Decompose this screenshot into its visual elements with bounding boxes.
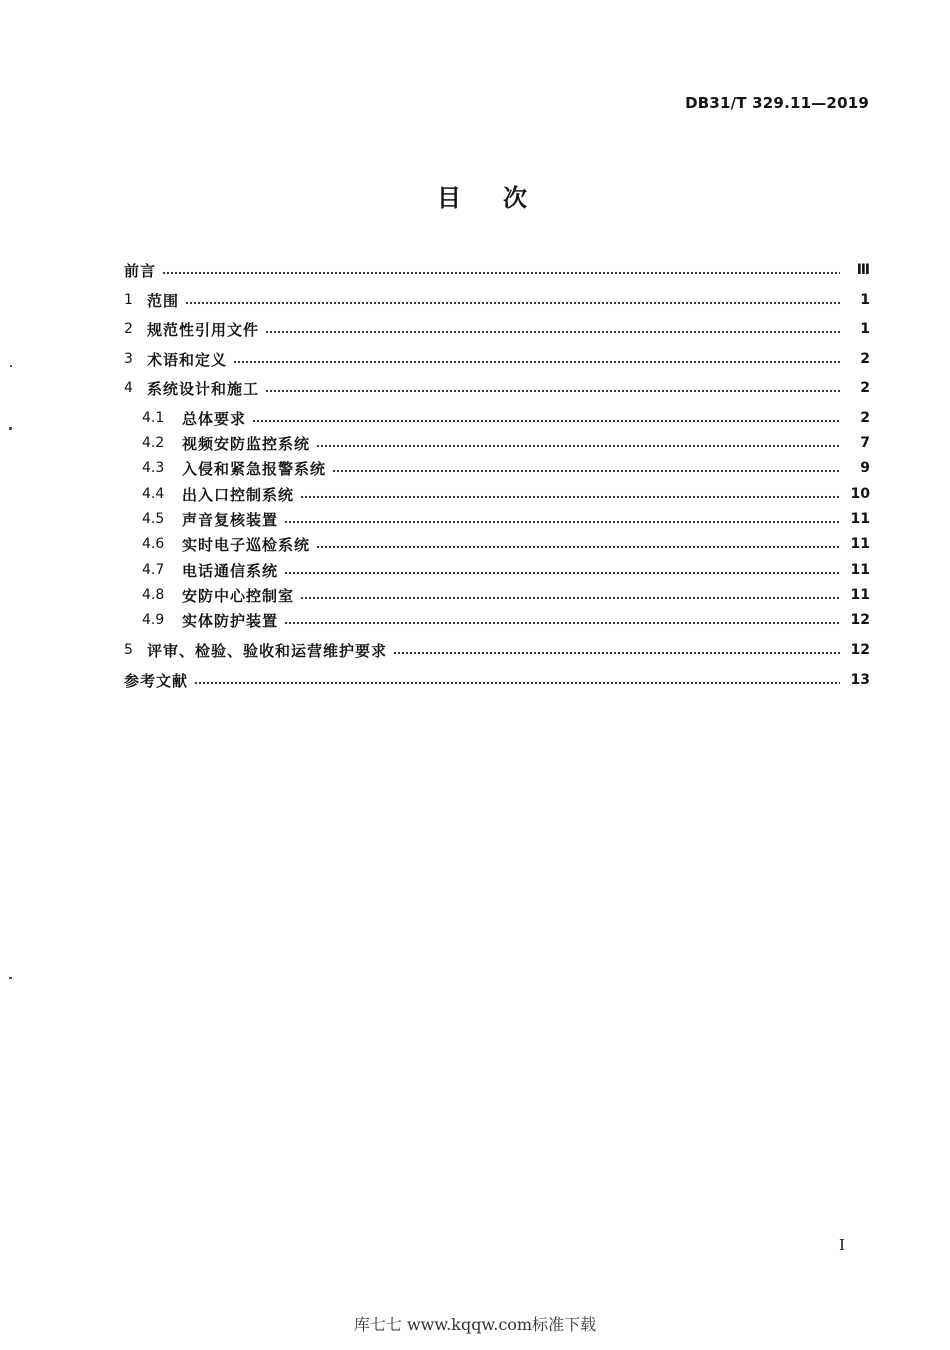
- toc-entry[interactable]: [124, 376, 870, 400]
- toc-entry-number: 4.5: [142, 511, 165, 527]
- toc-entry-page: 10: [850, 486, 870, 502]
- toc-entry-page: 7: [860, 435, 870, 451]
- toc-entry-label: 实时电子巡检系统: [182, 535, 311, 554]
- toc-entry[interactable]: [124, 608, 870, 632]
- toc-entry-label: 系统设计和施工: [147, 379, 260, 398]
- toc-entry-label: 前言: [124, 261, 157, 280]
- toc-entry[interactable]: [124, 347, 870, 371]
- toc-entry-number: 4.2: [142, 435, 165, 451]
- toc-entry-page: 13: [850, 672, 870, 688]
- scan-mark: [9, 427, 12, 430]
- toc-entry[interactable]: [124, 431, 870, 455]
- document-code: DB31/T 329.11—2019: [685, 94, 869, 112]
- toc-entry-page: 12: [850, 612, 870, 628]
- toc-entry-number: 4.8: [142, 587, 165, 603]
- toc-entry[interactable]: [124, 258, 870, 282]
- toc-entry-page: 2: [860, 351, 870, 367]
- footer-watermark: 库七七 www.kqqw.com标准下载: [353, 1315, 597, 1334]
- toc-entry-label: 评审、检验、验收和运营维护要求: [147, 641, 388, 660]
- toc-entry-label: 视频安防监控系统: [182, 434, 311, 453]
- toc-entry[interactable]: [124, 507, 870, 531]
- toc-leader-dots: [300, 596, 840, 600]
- toc-entry[interactable]: [124, 317, 870, 341]
- toc-entry-page: 1: [860, 321, 870, 337]
- toc-entry-number: 1: [124, 292, 133, 308]
- toc-heading: 目次: [437, 184, 569, 212]
- toc-entry-number: 2: [124, 321, 133, 337]
- toc-entry[interactable]: [124, 288, 870, 312]
- toc-leader-dots: [265, 330, 840, 334]
- toc-leader-dots: [162, 271, 840, 275]
- toc-entry-label: 规范性引用文件: [147, 320, 260, 339]
- toc-leader-dots: [265, 389, 840, 393]
- toc-entry-number: 4: [124, 380, 133, 396]
- toc-entry-page: 11: [850, 562, 870, 578]
- toc-entry-number: 4.1: [142, 410, 165, 426]
- toc-leader-dots: [233, 360, 840, 364]
- toc-entry-number: 4.4: [142, 486, 165, 502]
- toc-entry-page: 1: [860, 292, 870, 308]
- toc-leader-dots: [316, 444, 840, 448]
- toc-leader-dots: [332, 469, 840, 473]
- toc-entry[interactable]: [124, 558, 870, 582]
- toc-entry-page: 12: [850, 642, 870, 658]
- toc-entry-label: 实体防护装置: [182, 611, 279, 630]
- toc-entry-label: 入侵和紧急报警系统: [182, 459, 327, 478]
- toc-entry-number: 5: [124, 642, 133, 658]
- toc-entry-page: 9: [860, 460, 870, 476]
- toc-entry-number: 3: [124, 351, 133, 367]
- scan-mark: [10, 365, 12, 367]
- toc-entry-page: Ⅲ: [856, 262, 870, 278]
- toc-entry[interactable]: [124, 532, 870, 556]
- toc-entry-page: 11: [850, 587, 870, 603]
- toc-leader-dots: [284, 571, 840, 575]
- toc-leader-dots: [316, 545, 840, 549]
- toc-entry-page: 2: [860, 380, 870, 396]
- toc-entry-label: 安防中心控制室: [182, 586, 295, 605]
- page-numeral: I: [839, 1236, 845, 1254]
- toc-leader-dots: [252, 419, 840, 423]
- toc-entry-number: 4.9: [142, 612, 165, 628]
- toc-entry-label: 范围: [147, 291, 180, 310]
- toc-entry-label: 总体要求: [182, 409, 247, 428]
- toc-entry[interactable]: [124, 406, 870, 430]
- toc-entry[interactable]: [124, 638, 870, 662]
- scan-mark: [9, 977, 12, 979]
- toc-entry-number: 4.7: [142, 562, 165, 578]
- toc-entry[interactable]: [124, 482, 870, 506]
- toc-entry-number: 4.3: [142, 460, 165, 476]
- toc-leader-dots: [185, 301, 840, 305]
- toc-leader-dots: [284, 621, 840, 625]
- toc-leader-dots: [393, 651, 840, 655]
- toc-entry-label: 术语和定义: [147, 350, 228, 369]
- toc-entry-number: 4.6: [142, 536, 165, 552]
- toc-entry[interactable]: [124, 456, 870, 480]
- toc-entry-label: 出入口控制系统: [182, 485, 295, 504]
- toc-leader-dots: [284, 520, 840, 524]
- toc-entry-label: 电话通信系统: [182, 561, 279, 580]
- toc-leader-dots: [300, 495, 840, 499]
- toc-entry-page: 11: [850, 536, 870, 552]
- toc-entry-label: 声音复核装置: [182, 510, 279, 529]
- toc-entry-page: 11: [850, 511, 870, 527]
- toc-entry-label: 参考文献: [124, 671, 189, 690]
- toc-entry[interactable]: [124, 583, 870, 607]
- toc-entry[interactable]: [124, 668, 870, 692]
- toc-entry-page: 2: [860, 410, 870, 426]
- toc-leader-dots: [194, 681, 840, 685]
